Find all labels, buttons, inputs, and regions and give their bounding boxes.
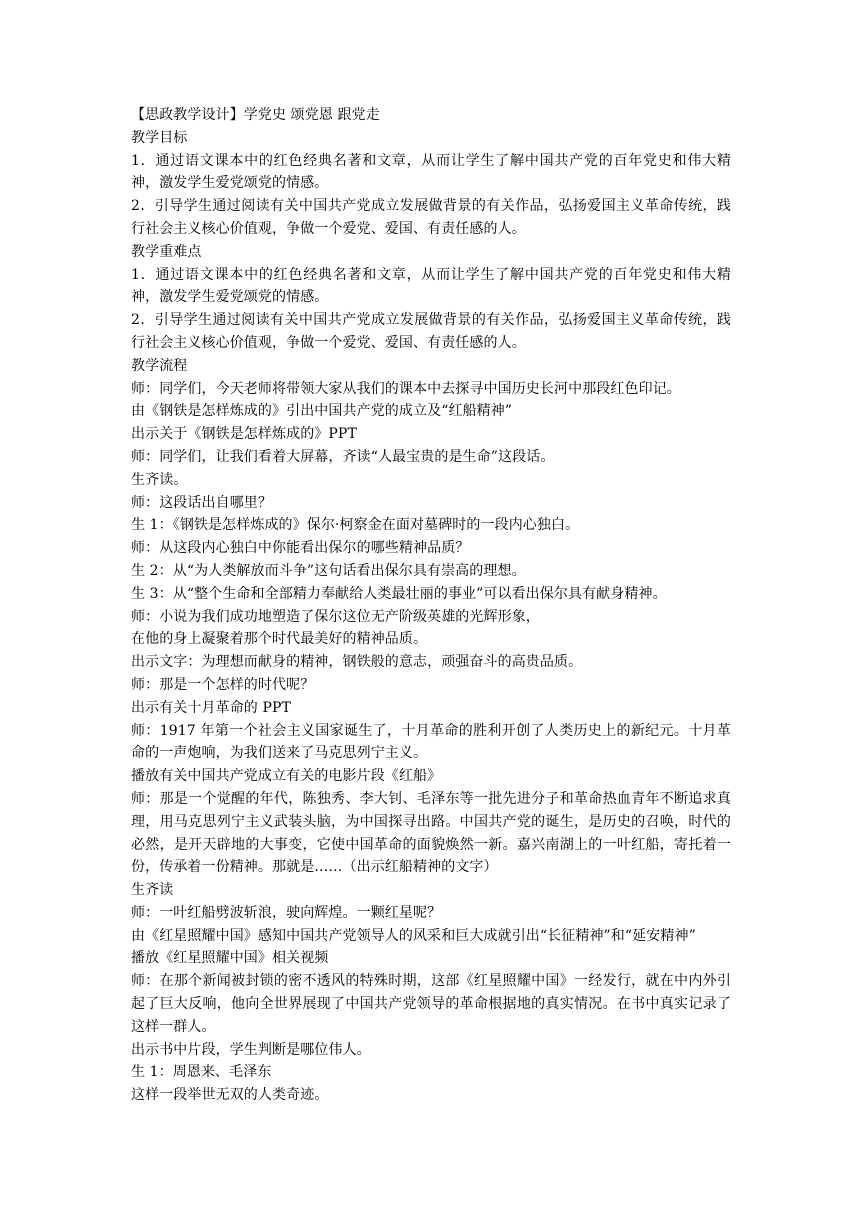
paragraph: 这样一段举世无双的人类奇迹。 bbox=[131, 1087, 329, 1104]
paragraph: 由《钢铁是怎样炼成的》引出中国共产党的成立及“红船精神” bbox=[131, 403, 513, 420]
paragraph: 播放有关中国共产党成立有关的电影片段《红船》 bbox=[131, 768, 442, 785]
section-heading: 教学目标 bbox=[131, 129, 188, 146]
paragraph: 1．通过语文课本中的红色经典名著和文章，从而让学生了解中国共产党的百年党史和伟大精神，激发学生爱党颂党的情感。 bbox=[131, 266, 731, 306]
paragraph: 出示书中片段，学生判断是哪位伟人。 bbox=[131, 1041, 371, 1058]
paragraph: 2．引导学生通过阅读有关中国共产党成立发展做背景的有关作品，弘扬爱国主义革命传统，践行社会主义核心价值观，争做一个爱党、爱国、有责任感的人。 bbox=[131, 312, 731, 351]
paragraph: 1．通过语文课本中的红色经典名著和文章，从而让学生了解中国共产党的百年党史和伟大精神，激发学生爱党颂党的情感。 bbox=[131, 152, 731, 192]
paragraph: 在他的身上凝聚着那个时代最美好的精神品质。 bbox=[131, 631, 428, 648]
paragraph: 师：那是一个觉醒的年代，陈独秀、李大钊、毛泽东等一批先进分子和革命热血青年不断追求真理，用马克思列宁主义武装头脑，为中国探寻出路。中国共产党的诞生，是历史的召唤，时代的必然，是开天辟地的大事变，它使中国革命的面貌焕然一新。嘉兴南湖上的一叶红船，寄托着一份，传承着一份精神。那就是……（出示红船精神的文字） bbox=[131, 790, 731, 876]
document-title: 【思政教学设计】学党史 颂党恩 跟党走 bbox=[131, 107, 380, 123]
paragraph: 生 1：周恩来、毛泽东 bbox=[131, 1064, 272, 1081]
paragraph: 师：同学们，让我们看着大屏幕，齐读“人最宝贵的是生命”这段话。 bbox=[131, 448, 555, 465]
paragraph: 师：小说为我们成功地塑造了保尔这位无产阶级英雄的光辉形象， bbox=[131, 608, 540, 625]
section-heading: 教学重难点 bbox=[131, 243, 202, 260]
paragraph: 生 3：从“整个生命和全部精力奉献给人类最壮丽的事业”可以看出保尔具有献身精神。 bbox=[131, 585, 667, 602]
paragraph: 生 1：《钢铁是怎样炼成的》保尔·柯察金在面对墓碑时的一段内心独白。 bbox=[131, 517, 580, 534]
paragraph: 生齐读 bbox=[131, 882, 174, 899]
paragraph: 出示关于《钢铁是怎样炼成的》PPT bbox=[131, 426, 357, 443]
paragraph: 师：一叶红船劈波斩浪，驶向辉煌。一颗红星呢？ bbox=[131, 904, 442, 921]
section-heading: 教学流程 bbox=[131, 357, 188, 374]
paragraph: 师：同学们，今天老师将带领大家从我们的课本中去探寻中国历史长河中那段红色印记。 bbox=[131, 380, 681, 397]
document-body bbox=[131, 104, 731, 1107]
paragraph: 生齐读。 bbox=[131, 471, 188, 488]
paragraph: 师：那是一个怎样的时代呢？ bbox=[131, 676, 315, 693]
paragraph: 出示有关十月革命的 PPT bbox=[131, 699, 291, 716]
paragraph: 师：从这段内心独白中你能看出保尔的哪些精神品质？ bbox=[131, 540, 470, 557]
paragraph: 生 2：从“为人类解放而斗争”这句话看出保尔具有崇高的理想。 bbox=[131, 562, 526, 579]
paragraph: 师：1917 年第一个社会主义国家诞生了，十月革命的胜利开创了人类历史上的新纪元。十月革命的一声炮响，为我们送来了马克思列宁主义。 bbox=[131, 722, 731, 762]
paragraph: 出示文字：为理想而献身的精神，钢铁般的意志，顽强奋斗的高贵品质。 bbox=[131, 654, 583, 671]
paragraph: 师：这段话出自哪里？ bbox=[131, 494, 272, 511]
paragraph: 由《红星照耀中国》感知中国共产党领导人的风采和巨大成就引出“长征精神”和“延安精神” bbox=[131, 927, 696, 944]
paragraph: 2．引导学生通过阅读有关中国共产党成立发展做背景的有关作品，弘扬爱国主义革命传统，践行社会主义核心价值观，争做一个爱党、爱国、有责任感的人。 bbox=[131, 198, 731, 237]
paragraph: 师：在那个新闻被封锁的密不透风的特殊时期，这部《红星照耀中国》一经发行，就在中内外引起了巨大反响，他向全世界展现了中国共产党领导的革命根据地的真实情况。在书中真实记录了这样一群人。 bbox=[131, 973, 731, 1035]
paragraph: 播放《红星照耀中国》相关视频 bbox=[131, 950, 329, 967]
